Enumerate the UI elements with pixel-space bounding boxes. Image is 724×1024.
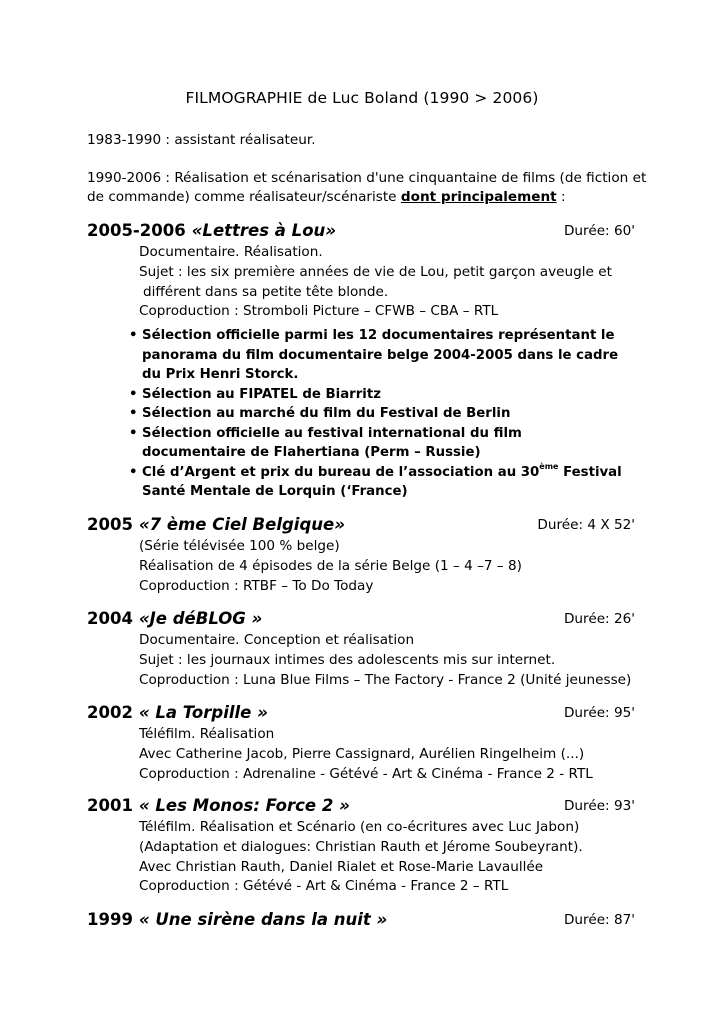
detail-line: Avec Catherine Jacob, Pierre Cassignard, Aurélien Ringelheim (...) [139,745,585,762]
detail-line: Sujet : les six première années de vie de Lou, petit garçon aveugle et [139,263,612,280]
entry-header [87,609,635,631]
detail-line: Coproduction : RTBF – To Do Today [139,577,374,594]
intro-emphasis: dont principalement [400,189,557,205]
award-superscript: ème [539,461,559,471]
entry-header [87,796,635,818]
entry-details [139,243,635,322]
entry-header [87,221,635,243]
entry-film-title: « Les Monos: Force 2 » [138,796,350,815]
entry-duration: Durée: 26' [563,611,635,627]
intro-realisation-text: 1990-2006 : Réalisation et scénarisation d'une cinquantaine de films (de fiction et de commande) comme réalisateur/scénariste [87,170,647,205]
detail-line: Sujet : les journaux intimes des adolescents mis sur internet. [139,651,556,668]
entry-film-title: «7 ème Ciel Belgique» [138,515,345,534]
bullet-glyph: • [129,406,138,422]
entry-details [139,818,635,897]
entry-7-eme-ciel [87,515,635,596]
detail-line: Coproduction : Adrenaline - Gétévé - Art & Cinéma - France 2 - RTL [139,765,593,782]
entry-header [87,515,635,537]
award-text: Sélection au FIPATEL de Biarritz [142,386,381,402]
entry-une-sirene [87,910,635,932]
bullet-glyph: • [129,464,138,480]
entry-duration: Durée: 87' [563,912,635,928]
entry-year: 1999 [87,910,133,929]
award-item [127,424,627,463]
detail-line: Coproduction : Gétévé - Art & Cinéma - France 2 – RTL [139,878,509,895]
entry-duration: Durée: 95' [563,705,635,721]
entry-lettres-a-lou [87,221,635,502]
bullet-glyph: • [129,425,138,441]
detail-line: différent dans sa petite tête blonde. [143,283,389,300]
entry-details [139,725,635,784]
detail-line: Téléfilm. Réalisation [139,726,275,742]
detail-line: Documentaire. Conception et réalisation [139,632,415,648]
detail-line: Téléfilm. Réalisation et Scénario (en co-écritures avec Luc Jabon) [139,819,580,835]
award-item [127,385,627,405]
entry-details [139,631,635,690]
entry-duration: Durée: 60' [563,223,635,239]
award-item [127,463,627,502]
intro-colon: : [556,189,566,205]
entry-year: 2005-2006 [87,221,186,240]
entry-details [139,537,635,596]
award-text-before: Clé d’Argent et prix du bureau de l’association au 30 [142,464,540,480]
award-text: Sélection officielle parmi les 12 documentaires représentant le panorama du film documentaire belge 2004-2005 dans le cadre du Prix Henri Storck. [142,328,619,383]
entry-header [87,910,635,932]
detail-line: Documentaire. Réalisation. [139,244,323,260]
bullet-glyph: • [129,386,138,402]
entry-year: 2004 [87,609,133,628]
award-text: Sélection au marché du film du Festival de Berlin [142,406,511,422]
entry-la-torpille [87,703,635,784]
entry-film-title: « La Torpille » [138,703,268,722]
detail-line: Avec Christian Rauth, Daniel Rialet et Rose-Marie Lavaullée [139,858,544,875]
page-title: FILMOGRAPHIE de Luc Boland (1990 > 2006) [185,89,539,107]
award-item [127,404,627,424]
entry-year: 2005 [87,515,133,534]
entry-header [87,703,635,725]
detail-line: Coproduction : Luna Blue Films – The Factory - France 2 (Unité jeunesse) [139,671,632,688]
detail-line: Coproduction : Stromboli Picture – CFWB – CBA – RTL [139,303,499,320]
awards-list [127,326,627,502]
intro-assistant: 1983-1990 : assistant réalisateur. [87,132,316,148]
bullet-glyph: • [129,328,138,344]
entry-film-title: «Lettres à Lou» [191,221,336,240]
entry-duration: Durée: 93' [563,798,635,814]
entry-year: 2001 [87,796,133,815]
detail-line: (Série télévisée 100 % belge) [139,538,340,554]
award-text: Sélection officielle au festival international du film documentaire de Flahertiana (Perm – Russie) [142,425,522,461]
award-item [127,326,627,385]
entry-les-monos [87,796,635,897]
detail-line: Réalisation de 4 épisodes de la série Belge (1 – 4 –7 – 8) [139,557,522,574]
entry-film-title: «Je déBLOG » [138,609,263,628]
entry-je-deblog [87,609,635,690]
award-text-after: Festival Santé Mentale de Lorquin (‘France) [142,464,622,500]
entry-film-title: « Une sirène dans la nuit » [138,910,388,929]
entry-duration: Durée: 4 X 52' [537,517,635,533]
entry-year: 2002 [87,703,133,722]
detail-line: (Adaptation et dialogues: Christian Rauth et Jérome Soubeyrant). [139,838,583,855]
intro-realisation [87,169,647,207]
